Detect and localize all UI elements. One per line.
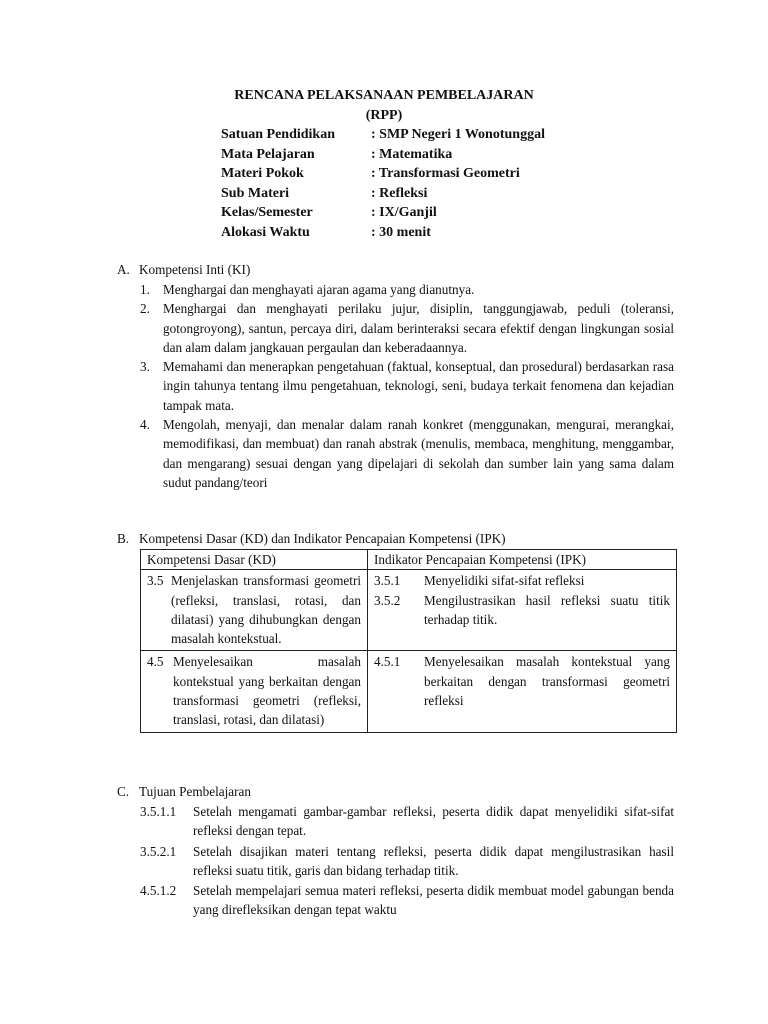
- kd-entry: [147, 571, 361, 648]
- table-row: [141, 651, 677, 732]
- list-text: Memahami dan menerapkan pengetahuan (faktual, konseptual, dan prosedural) berdasarkan rasa ingin tahunya tentang ilmu pengetahuan, teknologi, seni, budaya terkait fenomena dan kejadian tampak mata.: [163, 359, 674, 413]
- ipk-entry: [374, 652, 670, 710]
- meta-value: : IX/Ganjil: [371, 205, 437, 220]
- objective-number: 3.5.2.1: [140, 843, 177, 859]
- ipk-text: Menyelidiki sifat-sifat refleksi: [424, 573, 585, 589]
- list-item: [140, 299, 674, 357]
- meta-value: : SMP Negeri 1 Wonotunggal: [371, 127, 545, 142]
- kd-text: Menjelaskan transformasi geometri (refleksi, translasi, rotasi, dan dilatasi) yang dihubungkan dengan masalah kontekstual.: [171, 573, 361, 647]
- ipk-text: Mengilustrasikan hasil refleksi suatu titik terhadap titik.: [424, 592, 670, 627]
- section-title: Kompetensi Dasar (KD) dan Indikator Pencapaian Kompetensi (IPK): [139, 531, 506, 546]
- column-header-kd: Kompetensi Dasar (KD): [141, 550, 368, 570]
- section-letter: B.: [117, 531, 130, 546]
- section-letter: A.: [117, 262, 130, 277]
- list-item: [140, 357, 674, 415]
- section-title: Tujuan Pembelajaran: [139, 784, 251, 799]
- list-item: [140, 280, 674, 299]
- kd-number: 4.5: [147, 654, 164, 670]
- list-item: [140, 802, 674, 841]
- table-row: [141, 570, 677, 651]
- kd-text: Menyelesaikan masalah kontekstual yang berkaitan dengan transformasi geometri (refleksi, translasi, rotasi, dan dilatasi): [173, 654, 361, 728]
- ipk-entry: [374, 591, 670, 630]
- list-item: [140, 842, 674, 881]
- list-item: [140, 881, 674, 920]
- section-title: Kompetensi Inti (KI): [139, 262, 251, 277]
- column-header-ipk: Indikator Pencapaian Kompetensi (IPK): [368, 550, 677, 570]
- ipk-entry: [374, 571, 670, 590]
- meta-value: : Refleksi: [371, 185, 428, 201]
- section-b-heading: [117, 529, 506, 549]
- learning-objectives-list: [140, 802, 674, 921]
- ipk-number: 3.5.1: [374, 573, 401, 589]
- meta-label: Sub Materi: [221, 185, 290, 201]
- table-header-row: [141, 550, 677, 570]
- list-text: Mengolah, menyaji, dan menalar dalam ranah konkret (menggunakan, mengurai, merangkai, memodifikasi, dan membuat) dan ranah abstrak (menulis, membaca, menghitung, menggambar, dan mengarang) sesuai dengan yang dipelajari di sekolah dan sumber lain yang sama dalam sudut pandang/teori: [163, 417, 674, 490]
- meta-row: [221, 125, 641, 145]
- document-title: RENCANA PELAKSANAAN PEMBELAJARAN: [234, 88, 534, 103]
- meta-label: Mata Pelajaran: [221, 146, 315, 162]
- kd-cell: [141, 651, 368, 732]
- ipk-number: 4.5.1: [374, 654, 401, 670]
- list-text: Menghargai dan menghayati ajaran agama yang dianutnya.: [163, 282, 475, 297]
- meta-label: Alokasi Waktu: [221, 224, 310, 240]
- list-item: [140, 415, 674, 492]
- meta-row: [221, 203, 641, 223]
- list-number: 4.: [140, 417, 150, 433]
- list-number: 3.: [140, 359, 150, 375]
- meta-row: [221, 184, 641, 204]
- meta-value: : Transformasi Geometri: [371, 166, 520, 181]
- kd-ipk-table: [140, 549, 677, 733]
- section-a-heading: [117, 260, 250, 280]
- document-subtitle: (RPP): [365, 108, 403, 123]
- list-number: 1.: [140, 282, 150, 297]
- section-letter: C.: [117, 784, 130, 799]
- objective-text: Setelah disajikan materi tentang refleksi, peserta didik dapat mengilustrasikan hasil refleksi suatu titik, garis dan bidang terhadap titik.: [193, 843, 674, 878]
- meta-value: : Matematika: [371, 146, 453, 162]
- meta-row: [221, 145, 641, 165]
- objective-number: 4.5.1.2: [140, 883, 177, 899]
- identity-block: [221, 125, 641, 242]
- list-number: 2.: [140, 301, 150, 317]
- list-text: Menghargai dan menghayati perilaku jujur, disiplin, tanggungjawab, peduli (toleransi, gotongroyong), santun, percaya diri, dalam berinteraksi secara efektif dengan lingkungan sosial dan alam dalam jangkauan pergaulan dan keberadaannya.: [163, 301, 674, 355]
- ki-list: [140, 280, 674, 492]
- kd-number: 3.5: [147, 573, 164, 589]
- meta-label: Materi Pokok: [221, 166, 304, 181]
- ipk-text: Menyelesaikan masalah kontekstual yang berkaitan dengan transformasi geometri refleksi: [424, 654, 670, 709]
- kd-entry: [147, 652, 361, 729]
- ipk-number: 3.5.2: [374, 592, 401, 608]
- meta-row: [221, 164, 641, 184]
- section-c-heading: [117, 782, 251, 802]
- kd-cell: [141, 570, 368, 651]
- objective-number: 3.5.1.1: [140, 804, 177, 819]
- objective-text: Setelah mempelajari semua materi refleksi, peserta didik membuat model gabungan benda yang direfleksikan dengan tepat waktu: [193, 883, 674, 918]
- objective-text: Setelah mengamati gambar-gambar refleksi, peserta didik dapat menyelidiki sifat-sifat refleksi dengan tepat.: [193, 804, 674, 839]
- meta-value: : 30 menit: [371, 224, 431, 240]
- meta-label: Kelas/Semester: [221, 205, 313, 220]
- meta-label: Satuan Pendidikan: [221, 127, 335, 142]
- ipk-cell: [368, 570, 677, 651]
- ipk-cell: [368, 651, 677, 732]
- meta-row: [221, 223, 641, 243]
